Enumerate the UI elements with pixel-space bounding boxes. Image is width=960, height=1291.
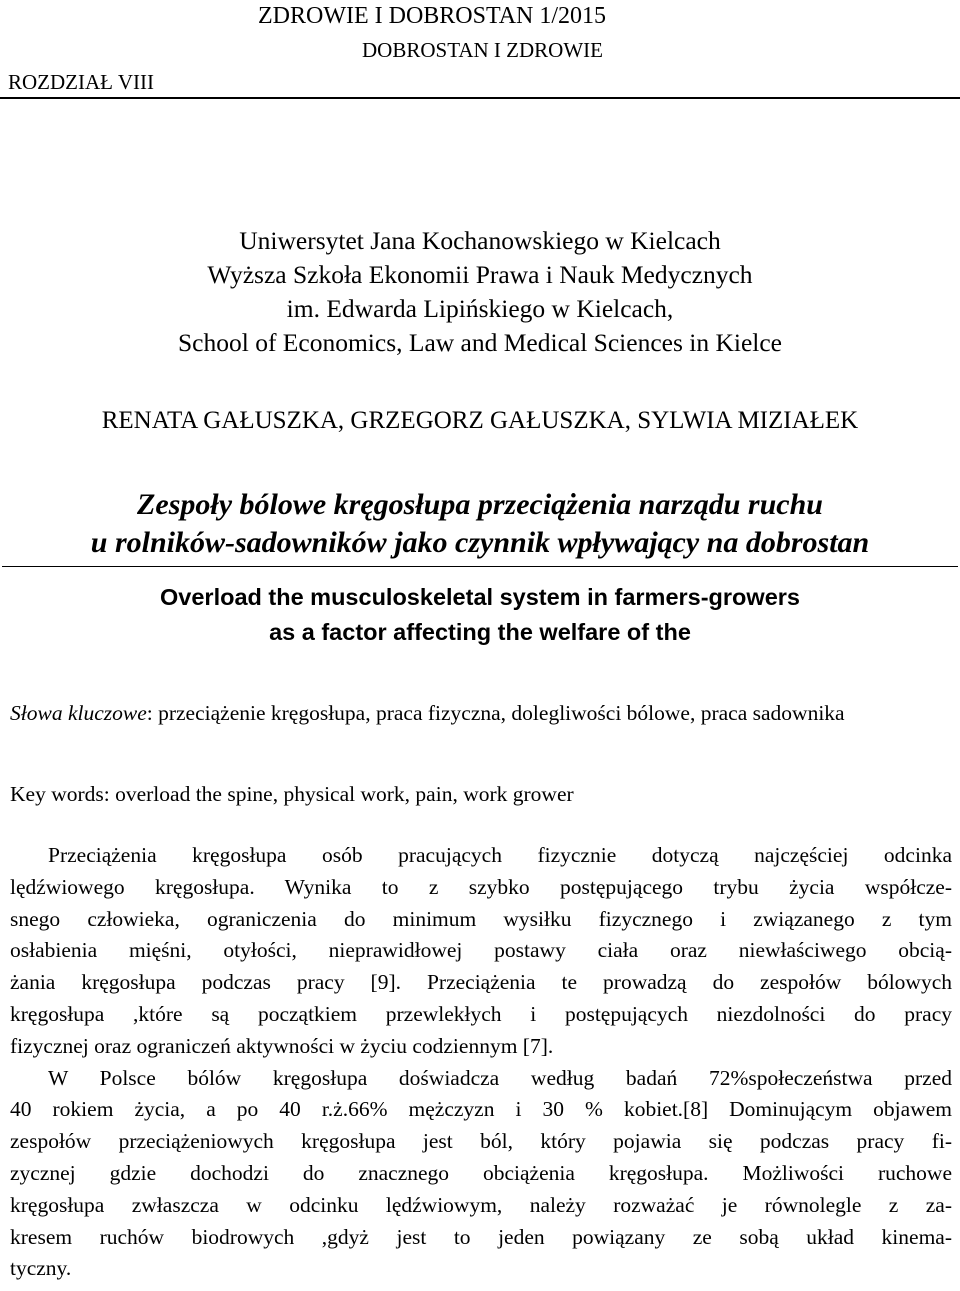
- header-divider: [0, 97, 960, 99]
- body-line: lędźwiowego kręgosłupa. Wynika to z szybko postępującego trybu życia współcze-: [10, 874, 952, 899]
- body-line: kręgosłupa zwłaszcza w odcinku lędźwiowym, należy rozważać je równolegle z za-: [10, 1192, 952, 1217]
- body-line: kresem ruchów biodrowych ,gdyż jest to jeden powiązany ze sobą układ kinema-: [10, 1224, 952, 1249]
- keywords-english: Key words: overload the spine, physical work, pain, work grower: [10, 782, 574, 806]
- title-polish-line: u rolników-sadowników jako czynnik wpływający na dobrostan: [90, 526, 870, 559]
- title-polish: [0, 486, 960, 562]
- affiliation-line: im. Edwarda Lipińskiego w Kielcach,: [286, 294, 674, 323]
- keywords-polish-label: Słowa kluczowe: [10, 701, 147, 725]
- body-line: 40 rokiem życia, a po 40 r.ż.66% mężczyzn i 30 % kobiet.[8] Dominującym objawem: [10, 1097, 952, 1122]
- title-polish-line: Zespoły bólowe kręgosłupa przeciążenia narządu ruchu: [137, 488, 823, 521]
- body-line: zycznej gdzie dochodzi do znacznego obciążenia kręgosłupa. Możliwości ruchowe: [10, 1160, 952, 1185]
- series-title: DOBROSTAN I ZDROWIE: [362, 38, 603, 62]
- body-line: W Polsce bólów kręgosłupa doświadcza według badań 72%społeczeństwa przed: [48, 1065, 952, 1090]
- title-divider: [2, 566, 958, 567]
- body-line: zespołów przeciążeniowych kręgosłupa jest ból, który pojawia się podczas pracy fi-: [10, 1129, 952, 1154]
- body-line: osłabienia mięśni, otyłości, nieprawidłowej postawy ciała oraz niewłaściwego obcią-: [10, 938, 952, 963]
- journal-title: ZDROWIE I DOBROSTAN 1/2015: [258, 3, 607, 29]
- affiliation-line: Wyższa Szkoła Ekonomii Prawa i Nauk Medycznych: [207, 260, 753, 289]
- chapter-label: ROZDZIAŁ VIII: [8, 70, 154, 94]
- body-line: tyczny.: [10, 1256, 72, 1281]
- title-english-line: as a factor affecting the welfare of the: [269, 619, 691, 645]
- title-english: [0, 580, 960, 650]
- title-english-line: Overload the musculoskeletal system in farmers-growers: [160, 584, 800, 610]
- body-line: żania kręgosłupa podczas pracy [9]. Przeciążenia te prowadzą do zespołów bólowych: [10, 970, 952, 995]
- affiliation-line: Uniwersytet Jana Kochanowskiego w Kielcach: [239, 226, 721, 255]
- body-line: snego człowieka, ograniczenia do minimum wysiłku fizycznego i związanego z tym: [10, 906, 952, 931]
- body-line: fizycznej oraz ograniczeń aktywności w życiu codziennym [7].: [10, 1033, 554, 1058]
- body-line: kręgosłupa ,które są początkiem przewlekłych i postępujących niezdolności do pracy: [10, 1001, 952, 1026]
- authors: RENATA GAŁUSZKA, GRZEGORZ GAŁUSZKA, SYLWIA MIZIAŁEK: [101, 407, 859, 434]
- body-line: Przeciążenia kręgosłupa osób pracujących fizycznie dotyczą najczęściej odcinka: [48, 843, 952, 867]
- keywords-polish-text: : przeciążenie kręgosłupa, praca fizyczna, dolegliwości bólowe, praca sadownika: [146, 701, 845, 725]
- affiliation-line: School of Economics, Law and Medical Sciences in Kielce: [177, 328, 783, 357]
- keywords-polish: [10, 698, 955, 729]
- body-text: [10, 840, 952, 1285]
- affiliation-block: [0, 224, 960, 360]
